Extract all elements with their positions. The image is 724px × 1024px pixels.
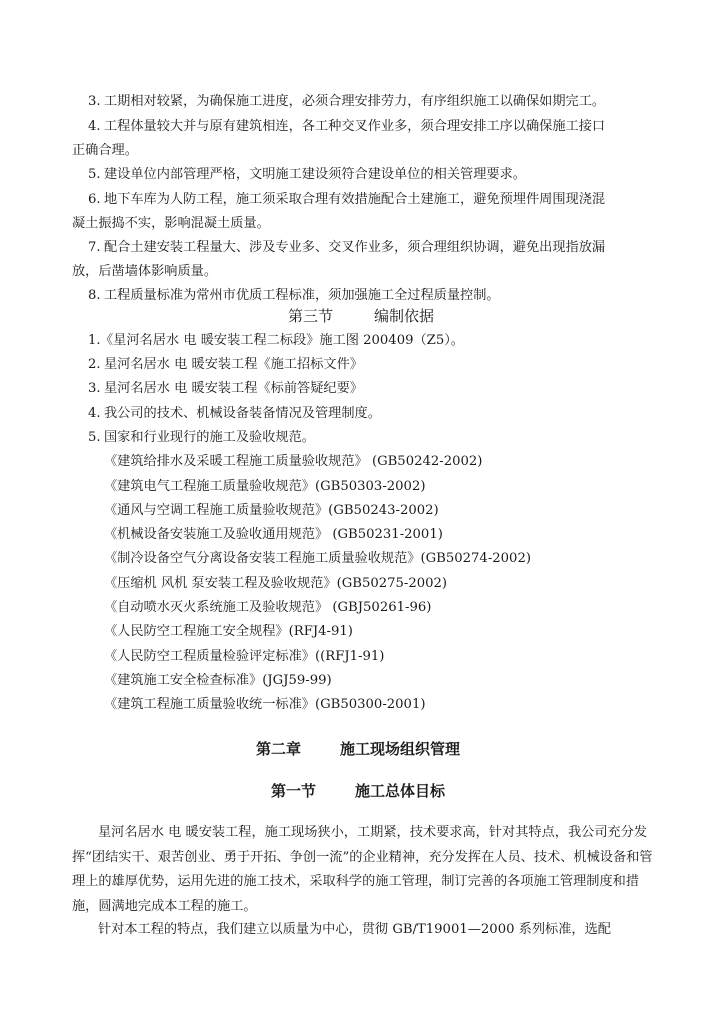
standard-text: 《压缩机 风机 泵安装工程及验收规范》(GB50275-2002)	[104, 576, 448, 591]
standard-text: 《人民防空工程施工安全规程》(RFJ4-91)	[104, 624, 353, 639]
item-number: 7.	[88, 240, 101, 255]
item-number: 3.	[88, 381, 101, 396]
standard-text: 《建筑工程施工质量验收统一标准》(GB50300-2001)	[104, 697, 426, 712]
item-number: 8.	[88, 288, 101, 303]
chapter-title: 施工现场组织管理	[340, 740, 461, 758]
item-text: 配合土建安装工程量大、涉及专业多、交叉作业多，须合理组织协调，避免出现指放漏	[104, 240, 606, 255]
item-number: 3.	[88, 94, 101, 109]
item-number: 4.	[88, 119, 101, 134]
standard-text: 《人民防空工程质量检验评定标准》((RFJ1-91)	[104, 649, 385, 664]
item-text: 工期相对较紧，为确保施工进度，必须合理安排劳力，有序组织施工以确保如期完工。	[104, 94, 606, 109]
standard-text: 《通风与空调工程施工质量验收规范》(GB50243-2002)	[104, 503, 439, 518]
standard-text: 《建筑施工安全检查标准》(JGJ59-99)	[104, 673, 332, 688]
standard-text: 《自动喷水灭火系统施工及验收规范》 (GBJ50261-96)	[104, 600, 432, 615]
item-text: 《星河名居水 电 暖安装工程二标段》施工图 200409（Z5）。	[100, 333, 464, 348]
item-text: 星河名居水 电 暖安装工程《标前答疑纪要》	[104, 381, 363, 396]
item-number: 2.	[88, 357, 101, 372]
body-paragraph: 针对本工程的特点，我们建立以质量为中心，贯彻 GB/T19001—2000 系列标准，选配	[98, 922, 611, 937]
standard-text: 《制冷设备空气分离设备安装工程施工质量验收规范》(GB50274-2002)	[104, 551, 531, 566]
section-title: 编制依据	[374, 307, 435, 325]
section-title: 施工总体目标	[355, 782, 446, 800]
item-text: 地下车库为人防工程，施工须采取合理有效措施配合土建施工，避免预埋件周围现浇混	[104, 192, 606, 207]
chapter-label: 第二章	[256, 740, 302, 758]
item-number: 6.	[88, 192, 101, 207]
standard-text: 《建筑给排水及采暖工程施工质量验收规范》 (GB50242-2002)	[104, 454, 483, 469]
item-number: 4.	[88, 406, 101, 421]
item-text: 工程体量较大并与原有建筑相连，各工种交叉作业多，须合理安排工序以确保施工接口	[104, 119, 606, 134]
item-number: 5.	[88, 167, 101, 182]
item-text: 工程质量标准为常州市优质工程标准，须加强施工全过程质量控制。	[104, 288, 500, 303]
standard-text: 《建筑电气工程施工质量验收规范》(GB50303-2002)	[104, 479, 426, 494]
item-text-cont: 放，后凿墙体影响质量。	[72, 264, 218, 279]
item-text: 星河名居水 电 暖安装工程《施工招标文件》	[104, 357, 363, 372]
section-label: 第一节	[271, 782, 317, 800]
item-text: 我公司的技术、机械设备装备情况及管理制度。	[104, 406, 381, 421]
section-label: 第三节	[288, 307, 334, 325]
item-text-cont: 正确合理。	[72, 143, 138, 158]
body-paragraph: 星河名居水 电 暖安装工程，施工现场狭小，工期紧，技术要求高，针对其特点，我公司充分发挥“团结实干、艰苦创业、勇于开拓、争创一流”的企业精神，充分发挥在人员、技术、机械设备和管理上的雄厚优势，运用先进的施工技术，采取科学的施工管理，制订完善的各项施工管理制度和措施，圆满地完成本工程的施工。	[72, 825, 653, 914]
item-text: 建设单位内部管理严格，文明施工建设须符合建设单位的相关管理要求。	[104, 167, 526, 182]
item-text: 国家和行业现行的施工及验收规范。	[104, 430, 315, 445]
item-number: 1.	[88, 333, 101, 348]
item-number: 5.	[88, 430, 101, 445]
item-text-cont: 凝土振捣不实，影响混凝土质量。	[72, 216, 270, 231]
standard-text: 《机械设备安装施工及验收通用规范》 (GB50231-2001)	[104, 527, 443, 542]
